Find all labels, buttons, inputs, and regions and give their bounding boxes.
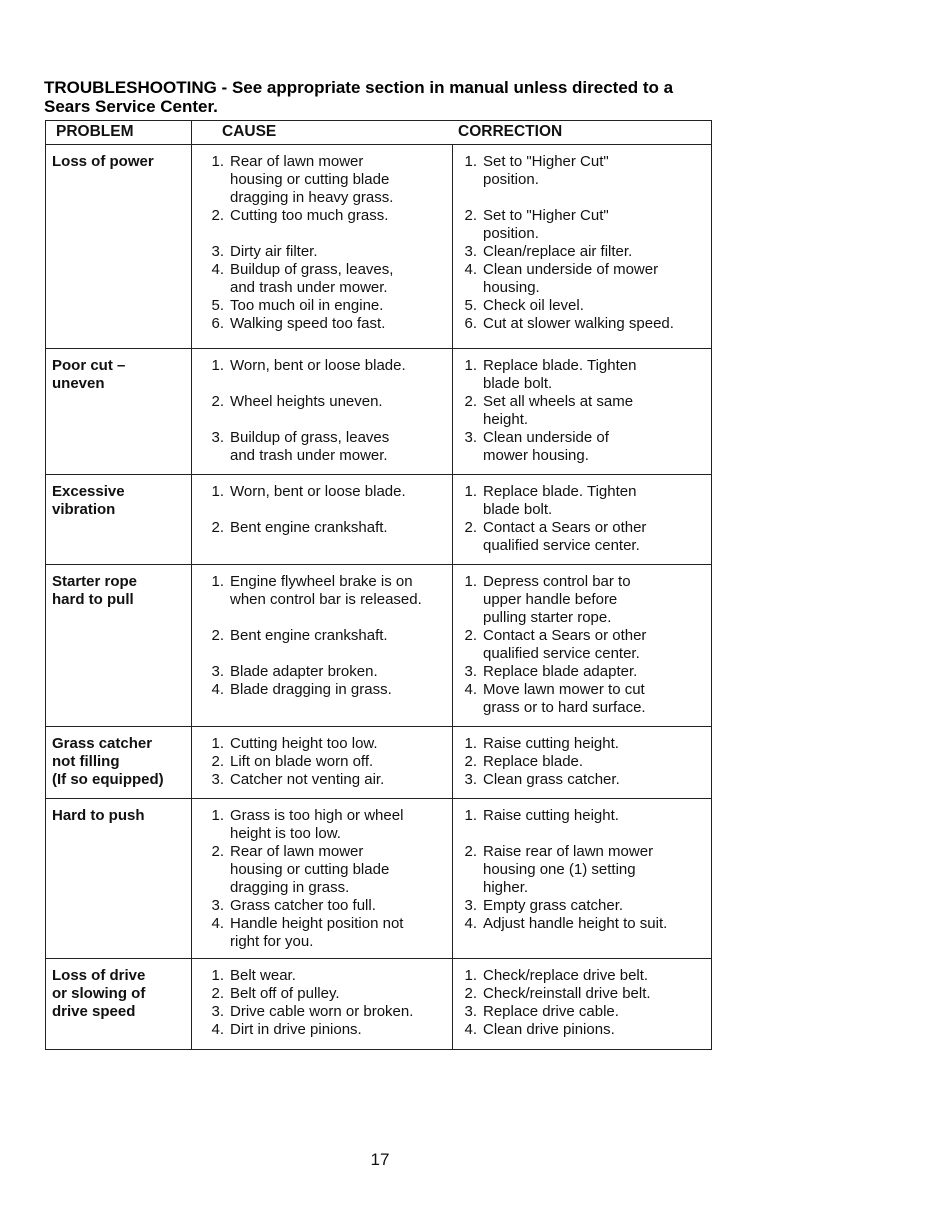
item-text: Cut at slower walking speed.	[483, 315, 674, 332]
item-text: Buildup of grass, leaves, and trash under mower.	[230, 261, 394, 296]
cause-item	[192, 771, 452, 789]
item-text: Walking speed too fast.	[230, 315, 386, 332]
correction-item	[453, 315, 711, 333]
cause-item	[192, 985, 452, 1003]
item-number: 4.	[464, 261, 477, 278]
item-number: 2.	[211, 519, 224, 536]
item-number: 2.	[211, 843, 224, 860]
problem-cell: Excessive vibration	[46, 475, 192, 564]
item-number: 2.	[211, 985, 224, 1002]
item-text: Set to "Higher Cut" position.	[483, 153, 609, 188]
item-number: 3.	[464, 771, 477, 788]
item-number: 1.	[211, 807, 224, 824]
item-number: 2.	[464, 519, 477, 536]
item-text: Belt off of pulley.	[230, 985, 340, 1002]
spacer	[192, 375, 452, 393]
item-number: 4.	[211, 681, 224, 698]
item-number: 1.	[211, 357, 224, 374]
item-number: 2.	[211, 753, 224, 770]
item-text: Cutting too much grass.	[230, 207, 389, 224]
cause-item	[192, 483, 452, 501]
problem-cell: Starter rope hard to pull	[46, 565, 192, 726]
spacer	[192, 609, 452, 627]
item-number: 2.	[211, 207, 224, 224]
spacer	[192, 411, 452, 429]
cause-item	[192, 153, 452, 207]
item-text: Rear of lawn mower housing or cutting blade dragging in grass.	[230, 843, 390, 896]
correction-item	[453, 153, 711, 189]
item-text: Bent engine crankshaft.	[230, 519, 388, 536]
item-text: Clean underside of mower housing.	[483, 261, 659, 296]
problem-cell: Grass catcher not filling (If so equipped)	[46, 727, 192, 798]
cause-item	[192, 967, 452, 985]
item-text: Worn, bent or loose blade.	[230, 357, 406, 374]
item-number: 1.	[211, 735, 224, 752]
correction-item	[453, 663, 711, 681]
table-row	[46, 959, 711, 1049]
item-number: 2.	[464, 627, 477, 644]
correction-cell	[453, 475, 711, 564]
item-number: 2.	[464, 753, 477, 770]
correction-cell	[453, 959, 711, 1049]
table-body	[46, 145, 711, 1049]
item-text: Raise cutting height.	[483, 735, 619, 752]
cause-item	[192, 627, 452, 645]
cause-cell	[192, 475, 453, 564]
correction-item	[453, 483, 711, 519]
item-number: 1.	[211, 967, 224, 984]
item-text: Engine flywheel brake is on when control bar is released.	[230, 573, 422, 608]
item-number: 2.	[464, 985, 477, 1002]
item-number: 1.	[464, 483, 477, 500]
item-text: Clean drive pinions.	[483, 1021, 615, 1038]
item-text: Too much oil in engine.	[230, 297, 384, 314]
item-text: Blade dragging in grass.	[230, 681, 392, 698]
item-text: Catcher not venting air.	[230, 771, 385, 788]
problem-cell: Loss of power	[46, 145, 192, 348]
problem-cell: Poor cut – uneven	[46, 349, 192, 474]
cause-item	[192, 315, 452, 333]
spacer	[192, 501, 452, 519]
item-number: 2.	[211, 393, 224, 410]
troubleshooting-table	[45, 120, 712, 1050]
correction-item	[453, 753, 711, 771]
header-correction: CORRECTION	[458, 123, 563, 140]
correction-item	[453, 771, 711, 789]
cause-item	[192, 393, 452, 411]
cause-item	[192, 897, 452, 915]
item-number: 3.	[464, 429, 477, 446]
item-number: 1.	[464, 573, 477, 590]
correction-item	[453, 627, 711, 663]
table-row	[46, 799, 711, 959]
item-text: Grass is too high or wheel height is too low.	[230, 807, 404, 842]
item-number: 2.	[211, 627, 224, 644]
item-number: 4.	[464, 915, 477, 932]
correction-cell	[453, 349, 711, 474]
cause-item	[192, 519, 452, 537]
item-text: Adjust handle height to suit.	[483, 915, 668, 932]
table-row	[46, 349, 711, 475]
correction-item	[453, 807, 711, 825]
item-number: 1.	[464, 807, 477, 824]
item-number: 3.	[211, 897, 224, 914]
item-text: Replace drive cable.	[483, 1003, 619, 1020]
item-text: Belt wear.	[230, 967, 296, 984]
correction-item	[453, 681, 711, 717]
item-text: Check/reinstall drive belt.	[483, 985, 651, 1002]
correction-item	[453, 915, 711, 933]
cause-item	[192, 753, 452, 771]
cause-item	[192, 807, 452, 843]
item-text: Wheel heights uneven.	[230, 393, 383, 410]
item-number: 6.	[211, 315, 224, 332]
cause-cell	[192, 799, 453, 959]
item-text: Buildup of grass, leaves and trash under mower.	[230, 429, 390, 464]
item-number: 1.	[211, 153, 224, 170]
item-text: Check/replace drive belt.	[483, 967, 649, 984]
header-problem: PROBLEM	[46, 121, 192, 144]
correction-item	[453, 357, 711, 393]
cause-item	[192, 663, 452, 681]
item-number: 5.	[211, 297, 224, 314]
item-number: 3.	[211, 1003, 224, 1020]
page-number: 17	[370, 1150, 390, 1169]
item-text: Bent engine crankshaft.	[230, 627, 388, 644]
cause-item	[192, 429, 452, 465]
cause-item	[192, 207, 452, 225]
spacer	[453, 189, 711, 207]
table-row	[46, 475, 711, 565]
item-number: 3.	[211, 429, 224, 446]
cause-item	[192, 573, 452, 609]
table-row	[46, 145, 711, 349]
cause-item	[192, 681, 452, 699]
item-text: Raise rear of lawn mower housing one (1) setting higher.	[483, 843, 654, 896]
correction-item	[453, 843, 711, 897]
correction-item	[453, 573, 711, 627]
item-text: Set to "Higher Cut" position.	[483, 207, 609, 242]
correction-cell	[453, 565, 711, 726]
item-text: Dirty air filter.	[230, 243, 318, 260]
problem-cell: Loss of drive or slowing of drive speed	[46, 959, 192, 1049]
item-number: 5.	[464, 297, 477, 314]
item-text: Drive cable worn or broken.	[230, 1003, 414, 1020]
problem-cell: Hard to push	[46, 799, 192, 959]
item-number: 3.	[211, 663, 224, 680]
cause-item	[192, 357, 452, 375]
cause-cell	[192, 959, 453, 1049]
cause-item	[192, 843, 452, 897]
item-number: 1.	[464, 735, 477, 752]
item-number: 4.	[211, 261, 224, 278]
table-row	[46, 727, 711, 799]
item-text: Lift on blade worn off.	[230, 753, 374, 770]
correction-item	[453, 261, 711, 297]
item-text: Blade adapter broken.	[230, 663, 378, 680]
correction-item	[453, 297, 711, 315]
correction-cell	[453, 727, 711, 798]
item-number: 2.	[464, 843, 477, 860]
item-number: 3.	[211, 771, 224, 788]
item-number: 1.	[211, 573, 224, 590]
item-number: 2.	[464, 207, 477, 224]
item-number: 1.	[464, 967, 477, 984]
cause-cell	[192, 727, 453, 798]
cause-item	[192, 261, 452, 297]
spacer	[192, 645, 452, 663]
cause-item	[192, 1003, 452, 1021]
item-number: 3.	[464, 1003, 477, 1020]
item-number: 3.	[464, 897, 477, 914]
cause-cell	[192, 349, 453, 474]
cause-cell	[192, 565, 453, 726]
correction-item	[453, 1003, 711, 1021]
item-text: Move lawn mower to cut grass or to hard surface.	[483, 681, 646, 716]
item-text: Replace blade. Tighten blade bolt.	[483, 357, 637, 392]
item-number: 3.	[464, 663, 477, 680]
table-row	[46, 565, 711, 727]
cause-item	[192, 243, 452, 261]
correction-cell	[453, 799, 711, 959]
correction-item	[453, 429, 711, 465]
cause-item	[192, 297, 452, 315]
item-text: Cutting height too low.	[230, 735, 378, 752]
item-number: 4.	[464, 681, 477, 698]
item-text: Grass catcher too full.	[230, 897, 376, 914]
header-cause: CAUSE	[222, 123, 277, 140]
item-text: Worn, bent or loose blade.	[230, 483, 406, 500]
item-number: 4.	[211, 1021, 224, 1038]
cause-item	[192, 735, 452, 753]
correction-item	[453, 243, 711, 261]
item-number: 1.	[464, 357, 477, 374]
correction-item	[453, 207, 711, 243]
item-number: 4.	[464, 1021, 477, 1038]
item-text: Rear of lawn mower housing or cutting blade dragging in heavy grass.	[230, 153, 394, 206]
item-number: 3.	[464, 243, 477, 260]
item-text: Contact a Sears or other qualified service center.	[483, 627, 647, 662]
item-text: Clean underside of mower housing.	[483, 429, 609, 464]
correction-cell	[453, 145, 711, 348]
item-text: Replace blade.	[483, 753, 584, 770]
spacer	[453, 825, 711, 843]
page-heading: TROUBLESHOOTING - See appropriate section in manual unless directed to a Sears Service Center.	[44, 78, 674, 116]
correction-item	[453, 897, 711, 915]
item-text: Contact a Sears or other qualified service center.	[483, 519, 647, 554]
item-text: Check oil level.	[483, 297, 584, 314]
item-number: 1.	[464, 153, 477, 170]
cause-item	[192, 915, 452, 951]
item-number: 6.	[464, 315, 477, 332]
item-text: Depress control bar to upper handle before pulling starter rope.	[483, 573, 631, 626]
correction-item	[453, 985, 711, 1003]
item-text: Handle height position not right for you.	[230, 915, 404, 950]
item-number: 3.	[211, 243, 224, 260]
item-text: Raise cutting height.	[483, 807, 619, 824]
item-number: 2.	[464, 393, 477, 410]
spacer	[192, 225, 452, 243]
item-number: 4.	[211, 915, 224, 932]
correction-item	[453, 967, 711, 985]
item-text: Dirt in drive pinions.	[230, 1021, 362, 1038]
item-number: 1.	[211, 483, 224, 500]
item-text: Empty grass catcher.	[483, 897, 624, 914]
correction-item	[453, 519, 711, 555]
cause-item	[192, 1021, 452, 1039]
item-text: Clean/replace air filter.	[483, 243, 633, 260]
correction-item	[453, 393, 711, 429]
correction-item	[453, 735, 711, 753]
item-text: Replace blade adapter.	[483, 663, 638, 680]
table-header	[46, 121, 711, 145]
correction-item	[453, 1021, 711, 1039]
item-text: Replace blade. Tighten blade bolt.	[483, 483, 637, 518]
cause-cell	[192, 145, 453, 348]
item-text: Set all wheels at same height.	[483, 393, 634, 428]
item-text: Clean grass catcher.	[483, 771, 620, 788]
